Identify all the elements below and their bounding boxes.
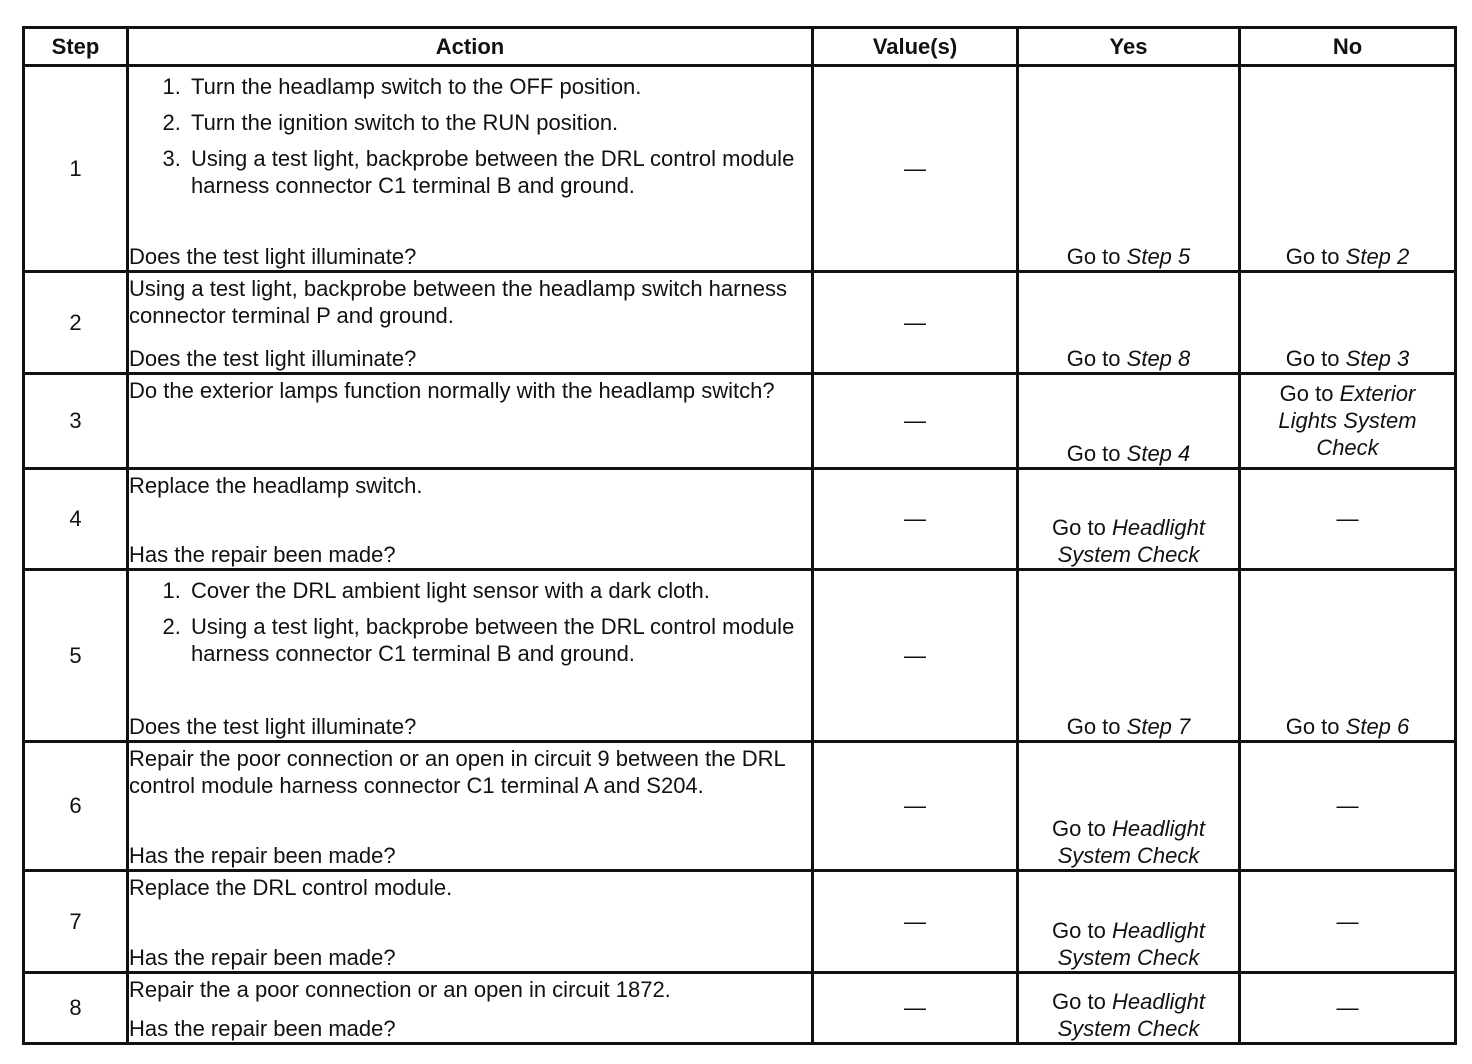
instruction-list: [129, 73, 811, 199]
goto-text: Go to: [1279, 381, 1334, 407]
instruction-text: Repair the poor connection or an open in circuit 9 between the DRL control module harness connector C1 terminal A and S204.: [129, 745, 785, 798]
step-number: 5: [24, 570, 128, 742]
step-number: 4: [24, 468, 128, 569]
table-row: [24, 66, 1456, 272]
no-cell: —: [1240, 871, 1456, 972]
step-reference: Headlight System Check: [1057, 816, 1205, 869]
yes-cell: [1018, 972, 1240, 1043]
instruction-item: 3. Using a test light, backprobe between the DRL control module harness connector C1 terminal B and ground.: [187, 145, 811, 199]
goto-text: Go to: [1066, 440, 1121, 466]
no-cell: —: [1240, 741, 1456, 871]
table-row: [24, 271, 1456, 373]
step-number: 8: [24, 972, 128, 1043]
table-row: [24, 468, 1456, 569]
table-row: [24, 972, 1456, 1043]
no-cell: [1240, 570, 1456, 742]
goto-text: Go to: [1285, 713, 1340, 739]
question-text: Does the test light illuminate?: [129, 346, 417, 372]
value-cell: —: [813, 468, 1018, 569]
no-cell: [1240, 271, 1456, 373]
diagnostic-table: [22, 26, 1457, 1045]
question-text: Has the repair been made?: [129, 843, 396, 869]
goto-text: Go to: [1285, 346, 1340, 372]
step-reference: Step 2: [1345, 243, 1410, 269]
table-row: [24, 570, 1456, 742]
step-reference: Exterior Lights System Check: [1278, 381, 1417, 461]
question-text: Has the repair been made?: [129, 542, 396, 568]
step-number: 3: [24, 374, 128, 468]
value-cell: —: [813, 66, 1018, 272]
step-reference: Headlight System Check: [1057, 917, 1205, 970]
question-text: Does the test light illuminate?: [129, 243, 417, 269]
action-cell: [128, 271, 813, 373]
table-row: [24, 374, 1456, 468]
yes-cell: [1018, 871, 1240, 972]
yes-cell: [1018, 468, 1240, 569]
header-values: Value(s): [813, 28, 1018, 66]
header-row: [24, 28, 1456, 66]
action-cell: [128, 374, 813, 468]
value-cell: —: [813, 871, 1018, 972]
step-number: 7: [24, 871, 128, 972]
value-cell: —: [813, 374, 1018, 468]
instruction-text: Repair the a poor connection or an open in circuit 1872.: [129, 976, 671, 1002]
step-number: 6: [24, 741, 128, 871]
step-number: 1: [24, 66, 128, 272]
header-action: Action: [128, 28, 813, 66]
action-cell: [128, 871, 813, 972]
no-cell: —: [1240, 468, 1456, 569]
header-step: Step: [24, 28, 128, 66]
instruction-text: Replace the DRL control module.: [129, 875, 453, 901]
value-cell: —: [813, 570, 1018, 742]
instruction-item: 1. Cover the DRL ambient light sensor with a dark cloth.: [187, 577, 811, 604]
instruction-text: Replace the headlamp switch.: [129, 472, 423, 498]
question-text: Has the repair been made?: [129, 944, 396, 970]
goto-text: Go to: [1052, 989, 1106, 1014]
yes-cell: [1018, 271, 1240, 373]
step-reference: Step 5: [1126, 243, 1191, 269]
value-cell: —: [813, 741, 1018, 871]
step-reference: Step 6: [1345, 713, 1410, 739]
value-cell: —: [813, 972, 1018, 1043]
action-cell: [128, 468, 813, 569]
question-text: Does the test light illuminate?: [129, 713, 417, 739]
step-reference: Step 7: [1126, 713, 1191, 739]
goto-text: Go to: [1066, 243, 1121, 269]
value-cell: —: [813, 271, 1018, 373]
goto-text: Go to: [1052, 816, 1106, 842]
header-yes: Yes: [1018, 28, 1240, 66]
instruction-text: Do the exterior lamps function normally with the headlamp switch?: [129, 378, 775, 404]
step-reference: Headlight System Check: [1057, 515, 1205, 568]
table-row: [24, 871, 1456, 972]
instruction-item: 2. Turn the ignition switch to the RUN position.: [187, 109, 811, 136]
step-reference: Headlight System Check: [1057, 989, 1205, 1041]
step-reference: Step 3: [1345, 346, 1410, 372]
no-cell: —: [1240, 972, 1456, 1043]
instruction-list: [129, 577, 811, 667]
instruction-text: Using a test light, backprobe between the headlamp switch harness connector terminal P and ground.: [129, 275, 787, 328]
no-cell: [1240, 66, 1456, 272]
goto-text: Go to: [1052, 917, 1106, 943]
question-text: Has the repair been made?: [129, 1016, 396, 1041]
action-cell: [128, 570, 813, 742]
yes-cell: [1018, 570, 1240, 742]
goto-text: Go to: [1066, 713, 1121, 739]
instruction-item: 1. Turn the headlamp switch to the OFF position.: [187, 73, 811, 100]
goto-text: Go to: [1066, 346, 1121, 372]
yes-cell: [1018, 374, 1240, 468]
action-cell: [128, 66, 813, 272]
goto-text: Go to: [1052, 515, 1106, 541]
instruction-item: 2. Using a test light, backprobe between the DRL control module harness connector C1 terminal B and ground.: [187, 613, 811, 667]
action-cell: [128, 741, 813, 871]
step-number: 2: [24, 271, 128, 373]
yes-cell: [1018, 66, 1240, 272]
table-row: [24, 741, 1456, 871]
action-cell: [128, 972, 813, 1043]
header-no: No: [1240, 28, 1456, 66]
no-cell: [1240, 374, 1456, 468]
goto-text: Go to: [1285, 243, 1340, 269]
yes-cell: [1018, 741, 1240, 871]
step-reference: Step 8: [1126, 346, 1191, 372]
step-reference: Step 4: [1126, 440, 1191, 466]
